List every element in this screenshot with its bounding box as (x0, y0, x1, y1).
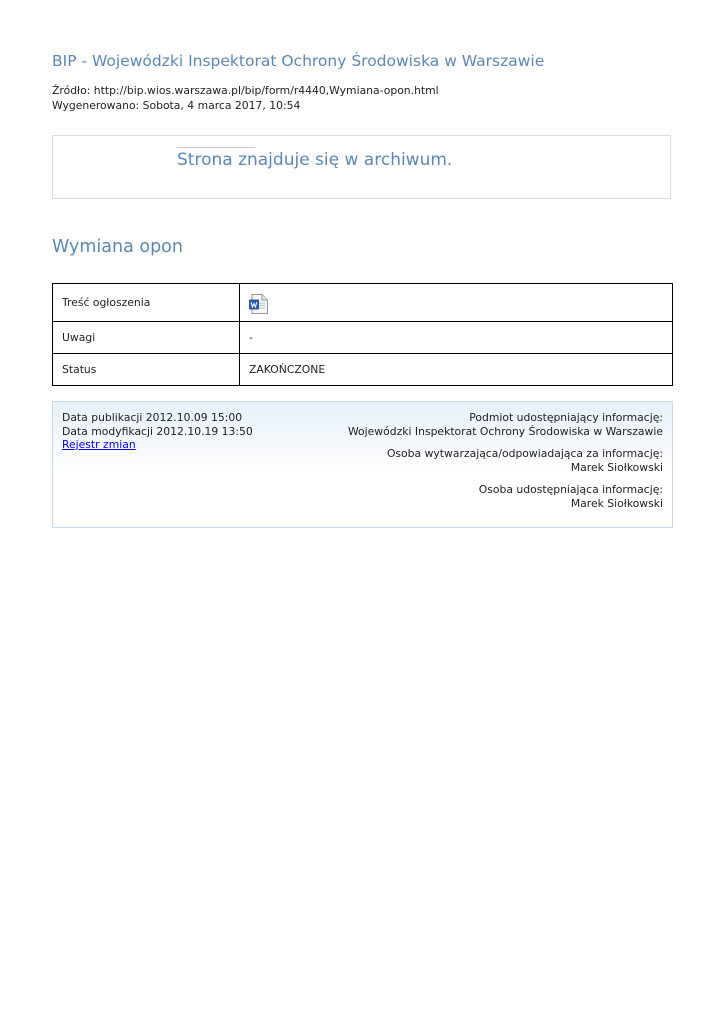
provider-label: Podmiot udostępniający informację: (469, 411, 663, 424)
provider-info (348, 411, 663, 438)
site-title: BIP - Wojewódzki Inspektorat Ochrony Środowiska w Warszawie (52, 52, 545, 70)
publisher-info (348, 483, 663, 510)
provider-value: Wojewódzki Inspektorat Ochrony Środowiska w Warszawie (347, 424, 663, 438)
publication-date: Data publikacji 2012.10.09 15:00 (62, 411, 243, 424)
row-label-notes: Uwagi (53, 322, 240, 354)
details-table (52, 283, 673, 386)
word-document-icon[interactable] (249, 294, 268, 314)
table-row (53, 284, 673, 322)
author-info (348, 447, 663, 474)
generated-date-line: Wygenerowano: Sobota, 4 marca 2017, 10:54 (52, 99, 301, 112)
page-title: Wymiana opon (52, 237, 183, 257)
modification-date: Data modyfikacji 2012.10.19 13:50 (62, 424, 253, 438)
archive-divider (177, 147, 255, 148)
publisher-label: Osoba udostępniająca informację: (478, 483, 663, 497)
footer-responsible (348, 411, 663, 520)
metadata-footer (52, 401, 673, 528)
row-label-status: Status (53, 354, 240, 386)
author-label: Osoba wytwarzająca/odpowiadająca za informację: (386, 447, 663, 461)
row-value-notes: - (240, 322, 673, 354)
archive-notice-text: Strona znajduje się w archiwum. (177, 150, 453, 170)
publisher-value: Marek Siołkowski (570, 496, 663, 510)
footer-dates (62, 411, 253, 452)
table-row (53, 322, 673, 354)
author-value: Marek Siołkowski (570, 460, 663, 474)
changes-register-link[interactable]: Rejestr zmian (62, 438, 136, 452)
source-url-line: Źródło: http://bip.wios.warszawa.pl/bip/form/r4440,Wymiana-opon.html (52, 84, 439, 97)
row-value-content (240, 284, 673, 322)
status-value: ZAKOŃCZONE (240, 354, 673, 386)
row-label-content: Treść ogłoszenia (53, 284, 240, 322)
table-row (53, 354, 673, 386)
archive-notice-box (52, 135, 671, 199)
